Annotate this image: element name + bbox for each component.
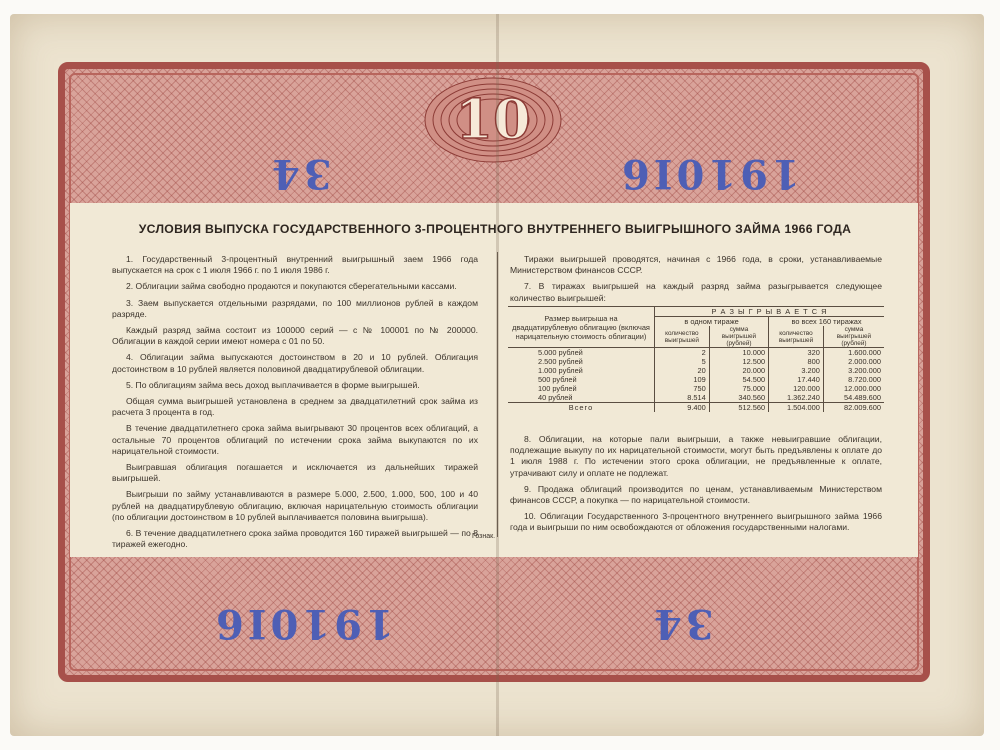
sum-cell: 2.000.000 bbox=[823, 357, 884, 366]
count-cell: 17.440 bbox=[769, 375, 824, 384]
prize-cell: 5.000 рублей bbox=[538, 348, 583, 357]
count-cell: 8.514 bbox=[655, 393, 710, 403]
count-cell: 5 bbox=[655, 357, 710, 366]
prize-cell: 2.500 рублей bbox=[538, 357, 583, 366]
right-column-top bbox=[510, 254, 882, 309]
total-count-2: 1.504.000 bbox=[769, 403, 824, 413]
total-sum-2: 82.009.600 bbox=[823, 403, 884, 413]
count-cell: 320 bbox=[769, 348, 824, 358]
count-cell: 20 bbox=[655, 366, 710, 375]
paragraph: 10. Облигации Государственного 3-процентного внутреннего выигрышного займа 1966 года и выигрыши по ним освобождаются от обложения государственными налогами. bbox=[510, 511, 882, 533]
right-column-bottom bbox=[510, 434, 882, 539]
left-column bbox=[112, 254, 478, 555]
prize-cell: 100 рублей bbox=[538, 384, 577, 393]
series-number-bottom: 34 bbox=[650, 600, 714, 647]
sum-cell: 75.000 bbox=[709, 384, 768, 393]
paragraph: 1. Государственный 3-процентный внутренний выигрышный заем 1966 года выпускается на срок с 1 июля 1966 г. по 1 июля 1986 г. bbox=[112, 254, 478, 276]
printer-mark: Гознак. bbox=[472, 533, 496, 540]
sum-cell: 3.200.000 bbox=[823, 366, 884, 375]
paragraph: 4. Облигации займа выпускаются достоинством в 20 и 10 рублей. Облигация достоинством в 10 рублей является половиной двадцатирублевой облигации. bbox=[112, 352, 478, 374]
table-row bbox=[508, 348, 884, 358]
prize-size-header: Размер выигрыша на двадцатирублевую облигацию (включая нарицательную стоимость облигации) bbox=[508, 307, 655, 348]
count-cell: 1.362.240 bbox=[769, 393, 824, 403]
count-cell: 109 bbox=[655, 375, 710, 384]
prize-table bbox=[508, 306, 884, 412]
paragraph: 7. В тиражах выигрышей на каждый разряд займа разыгрывается следующее количество выигрышей: bbox=[510, 281, 882, 303]
sum-header-2: сумма выигрышей (рублей) bbox=[823, 326, 884, 348]
paragraph: Выигрыши по займу устанавливаются в размере 5.000, 2.500, 1.000, 500, 100 и 40 рублей на двадцатирублевую облигацию, включая нарицательную стоимость облигации (по облигации достоинством в 10 рублей выплачивается половина выигрыша). bbox=[112, 489, 478, 522]
table-row bbox=[508, 384, 884, 393]
table-row bbox=[508, 357, 884, 366]
paragraph: Общая сумма выигрышей установлена в среднем за двадцатилетний срок займа из расчета 3 процента в год. bbox=[112, 396, 478, 418]
prize-cell: 1.000 рублей bbox=[538, 366, 583, 375]
draw-group-header: Р А З Ы Г Р Ы В А Е Т С Я bbox=[655, 307, 885, 317]
sum-header-1: сумма выигрышей (рублей) bbox=[709, 326, 768, 348]
table-row bbox=[508, 375, 884, 384]
sum-cell: 12.500 bbox=[709, 357, 768, 366]
denomination-text: 10 bbox=[455, 87, 531, 151]
paragraph: Выигравшая облигация погашается и исключается из дальнейших тиражей выигрышей. bbox=[112, 462, 478, 484]
table-row bbox=[508, 366, 884, 375]
total-count-1: 9.400 bbox=[655, 403, 710, 413]
all-draws-header: во всех 160 тиражах bbox=[769, 317, 884, 327]
paragraph: 5. По облигациям займа весь доход выплачивается в форме выигрышей. bbox=[126, 379, 420, 390]
count-header-1: количество выигрышей bbox=[655, 326, 710, 348]
paragraph: 3. Заем выпускается отдельными разрядами, по 100 миллионов рублей в каждом разряде. bbox=[112, 297, 478, 319]
sum-cell: 8.720.000 bbox=[823, 375, 884, 384]
count-cell: 800 bbox=[769, 357, 824, 366]
conditions-title: УСЛОВИЯ ВЫПУСКА ГОСУДАРСТВЕННОГО 3-ПРОЦЕНТНОГО ВНУТРЕННЕГО ВЫИГРЫШНОГО ЗАЙМА 1966 ГОДА bbox=[138, 222, 852, 236]
paragraph: В течение двадцатилетнего срока займа выигрывают 30 процентов всех облигаций, а остальные 70 процентов облигаций по истечении срока займа выкупаются по их нарицательной стоимости. bbox=[112, 423, 478, 456]
count-cell: 120.000 bbox=[769, 384, 824, 393]
paragraph: 6. В течение двадцатилетнего срока займа проводится 160 тиражей выигрышей — по 8 тиражей ежегодно. bbox=[112, 528, 478, 550]
table-row bbox=[508, 393, 884, 403]
sum-cell: 54.500 bbox=[709, 375, 768, 384]
sum-cell: 20.000 bbox=[709, 366, 768, 375]
paragraph: 8. Облигации, на которые пали выигрыши, а также невыигравшие облигации, подлежащие выкупу по их нарицательной стоимости, могут быть предъявлены к оплате до 1 июля 1988 г. По истечении этого срока облигации, не предъявленные к оплате, утрачивают силу и оплате не подлежат. bbox=[510, 434, 882, 478]
series-number-top: 34 bbox=[268, 150, 332, 197]
sum-cell: 1.600.000 bbox=[823, 348, 884, 358]
denomination-emblem bbox=[422, 74, 564, 166]
prize-cell: 40 рублей bbox=[538, 393, 573, 402]
prize-cell: 500 рублей bbox=[538, 375, 577, 384]
bond-number-bottom: 1910I6 bbox=[212, 600, 394, 647]
count-cell: 2 bbox=[655, 348, 710, 358]
bond-number-top: 1910I6 bbox=[618, 150, 800, 197]
sum-cell: 10.000 bbox=[709, 348, 768, 358]
paragraph: Каждый разряд займа состоит из 100000 серий — с № 100001 по № 200000. Облигации в каждой серии имеют номера с 01 по 50. bbox=[112, 325, 478, 347]
sum-cell: 12.000.000 bbox=[823, 384, 884, 393]
count-cell: 3.200 bbox=[769, 366, 824, 375]
count-cell: 750 bbox=[655, 384, 710, 393]
one-draw-header: в одном тираже bbox=[655, 317, 769, 327]
count-header-2: количество выигрышей bbox=[769, 326, 824, 348]
sum-cell: 54.489.600 bbox=[823, 393, 884, 403]
sum-cell: 340.560 bbox=[709, 393, 768, 403]
paragraph: 9. Продажа облигаций производится по ценам, устанавливаемым Министерством финансов СССР, а покупка — по нарицательной стоимости. bbox=[510, 483, 882, 506]
total-sum-1: 512.560 bbox=[709, 403, 768, 413]
total-label: Всего bbox=[508, 403, 655, 413]
column-divider bbox=[497, 252, 498, 537]
paragraph: 2. Облигации займа свободно продаются и покупаются сберегательными кассами. bbox=[126, 281, 457, 292]
paragraph: Тиражи выигрышей проводятся, начиная с 1966 года, в сроки, устанавливаемые Министерством финансов СССР. bbox=[510, 254, 882, 276]
